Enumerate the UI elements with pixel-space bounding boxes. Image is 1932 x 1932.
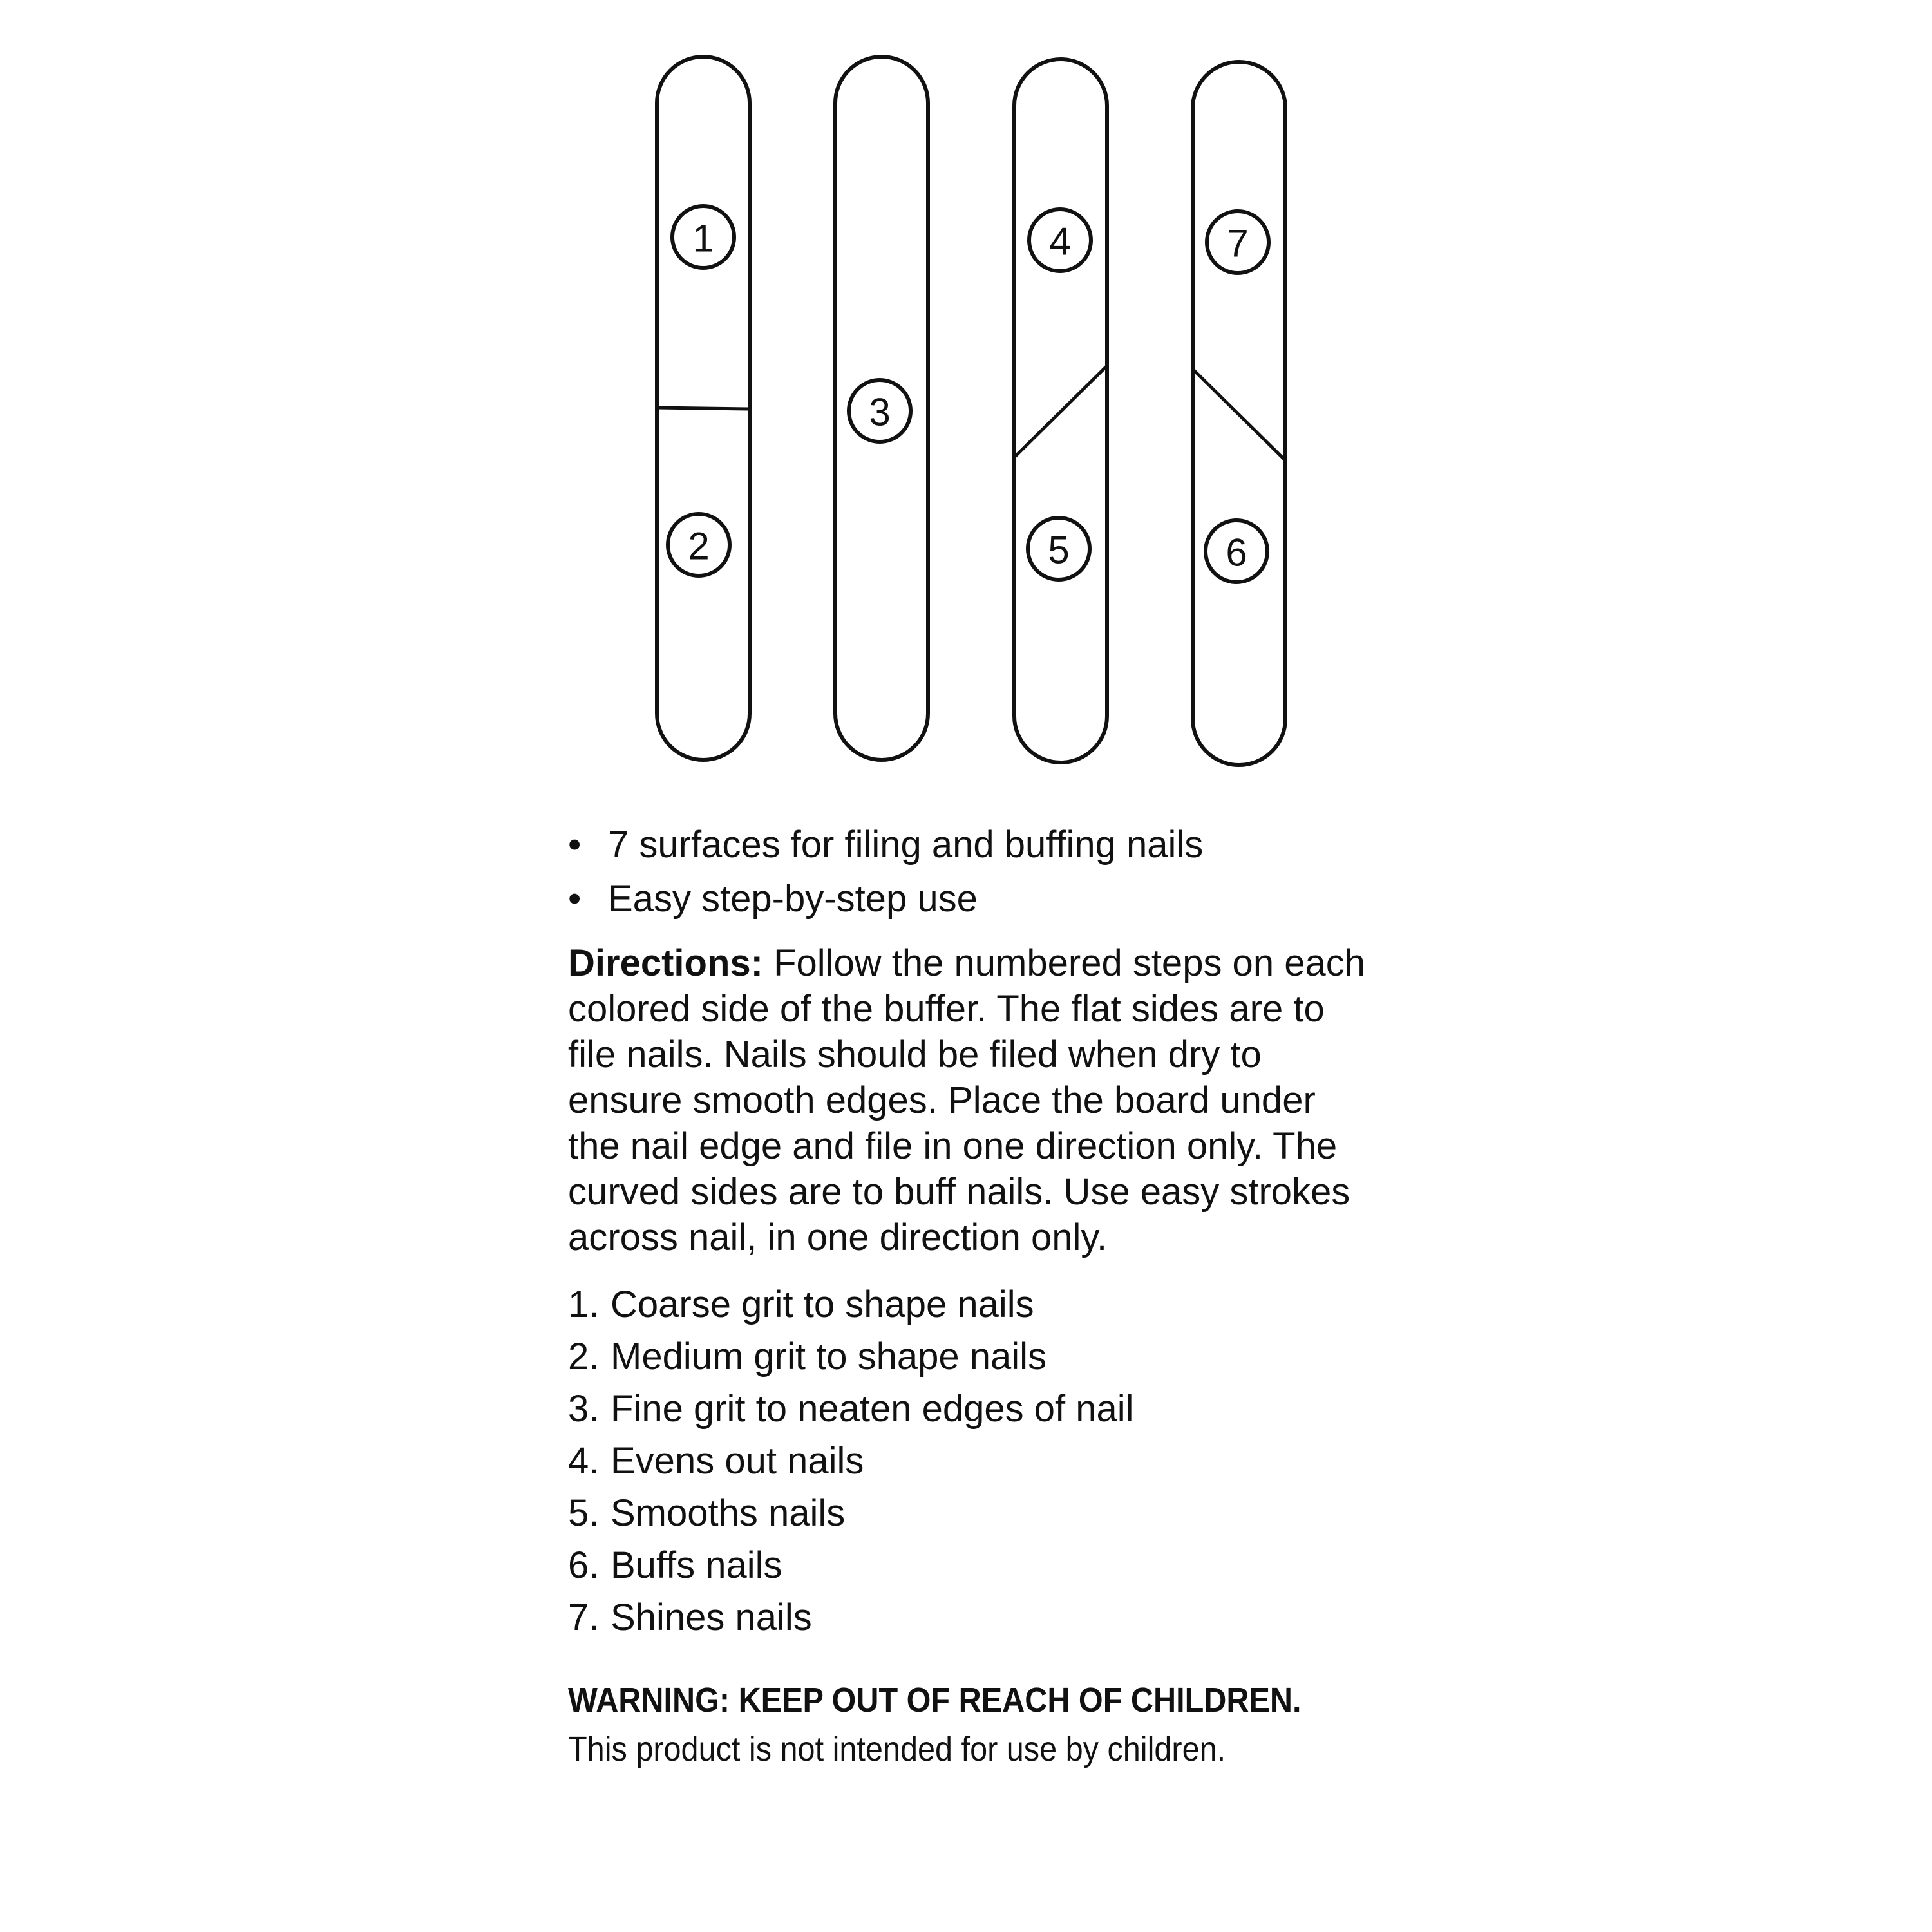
feature-list [568,818,1405,926]
step-item [568,1278,1405,1331]
bullet-icon: • [568,878,582,920]
surface-label-6: 6 [1226,531,1247,574]
surface-label-7: 7 [1227,222,1249,265]
warning-note: This product is not intended for use by children. [568,1730,1226,1768]
step-text: Coarse grit to shape nails [611,1283,1034,1325]
step-number: 3. [568,1388,600,1430]
buffer-board-1 [657,57,750,760]
step-number: 7. [568,1596,600,1638]
step-number: 5. [568,1492,600,1534]
buffer-board-4 [1193,62,1285,765]
feature-item [568,872,1405,926]
bullet-icon: • [568,824,582,866]
step-number: 1. [568,1283,600,1325]
feature-text: Easy step-by-step use [608,878,978,920]
step-item [568,1383,1405,1435]
step-text: Medium grit to shape nails [611,1336,1046,1378]
step-item [568,1591,1405,1643]
feature-text: 7 surfaces for filing and buffing nails [608,824,1204,866]
buffer-board-2 [835,57,928,760]
warning-title: WARNING: KEEP OUT OF REACH OF CHILDREN. [568,1681,1302,1719]
surface-label-2: 2 [688,524,710,568]
step-number: 2. [568,1336,600,1378]
nail-buffer-diagram [0,0,1932,786]
surface-label-5: 5 [1048,528,1070,572]
surface-label-4: 4 [1049,220,1071,263]
directions-paragraph [568,940,1370,1260]
step-text: Fine grit to neaten edges of nail [611,1388,1134,1430]
step-text: Evens out nails [611,1440,864,1482]
surface-label-1: 1 [692,216,714,260]
step-item [568,1331,1405,1383]
step-text: Smooths nails [611,1492,846,1534]
step-number: 6. [568,1544,600,1586]
step-number: 4. [568,1440,600,1482]
surface-label-3: 3 [869,390,891,434]
step-text: Buffs nails [611,1544,782,1586]
feature-item [568,818,1405,872]
step-item [568,1487,1405,1539]
step-text: Shines nails [611,1596,812,1638]
step-item [568,1435,1405,1487]
steps-list [568,1278,1405,1643]
directions-text: Follow the numbered steps on each colored side of the buffer. The flat sides are to file nails. Nails should be filed when dry to ensure smooth edges. Place the board under the nail edge and file in one direction only. The curved sides are to buff nails. Use easy strokes across nail, in one direction only. [568,942,1365,1258]
directions-label: Directions: [568,942,763,984]
product-text [568,818,1405,1774]
buffer-board-3 [1014,59,1107,762]
step-item [568,1539,1405,1591]
